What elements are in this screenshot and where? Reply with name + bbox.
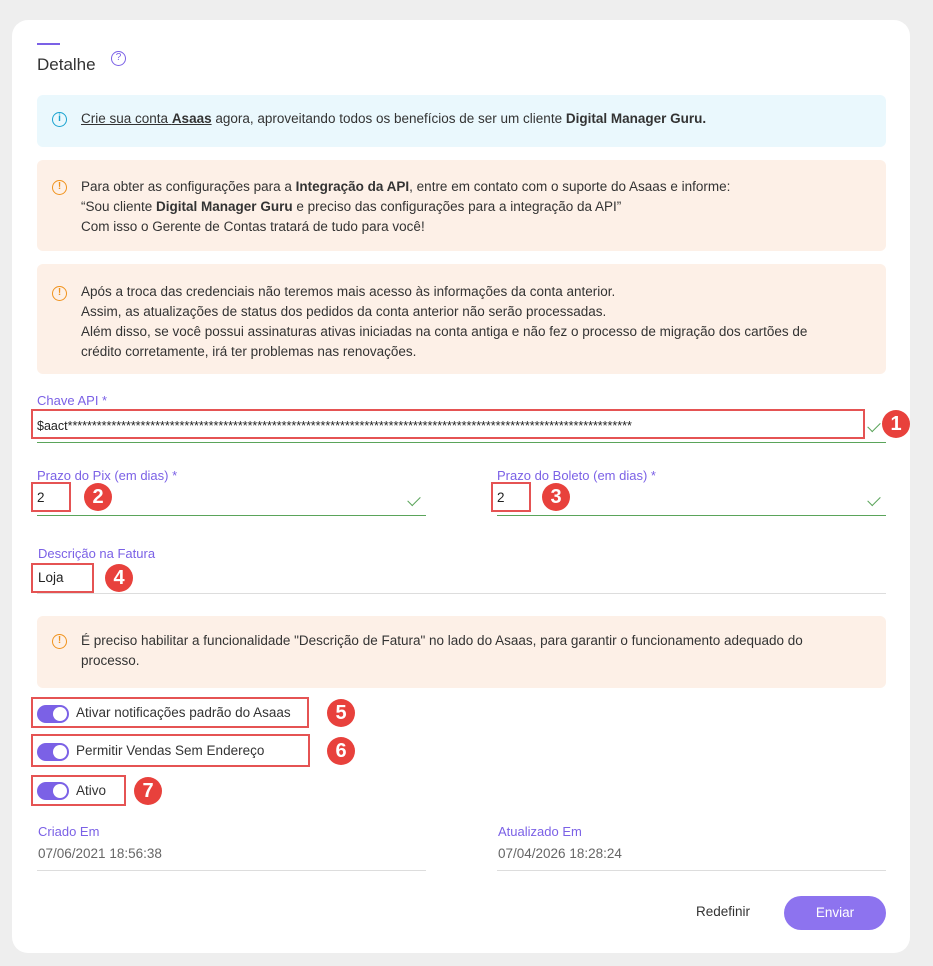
marker-badge: 4 [105, 564, 133, 592]
api-key-label: Chave API * [37, 393, 108, 408]
updated-label: Atualizado Em [498, 824, 582, 839]
highlight-box [31, 697, 309, 728]
invoice-desc-input[interactable]: Loja [38, 570, 64, 585]
question-circle-icon[interactable]: ? [111, 51, 126, 66]
active-toggle-label: Ativo [76, 783, 107, 798]
invoice-desc-underline [37, 593, 886, 594]
no-address-sales-toggle-label: Permitir Vendas Sem Endereço [76, 743, 265, 758]
highlight-box [31, 409, 865, 439]
info-alert: i Crie sua conta Asaas agora, aproveitando todos os benefícios de ser um cliente Digital Manager Guru. [37, 95, 886, 147]
boleto-days-underline [497, 515, 886, 516]
warning-icon: ! [52, 286, 67, 301]
updated-underline [497, 870, 886, 871]
marker-badge: 5 [327, 699, 355, 727]
api-key-underline [37, 442, 886, 443]
created-label: Criado Em [38, 824, 100, 839]
marker-badge: 7 [134, 777, 162, 805]
created-underline [37, 870, 426, 871]
highlight-box [31, 563, 94, 593]
pix-days-input[interactable]: 2 [37, 490, 45, 505]
warning-icon: ! [52, 634, 67, 649]
marker-badge: 1 [882, 410, 910, 438]
invoice-desc-label: Descrição na Fatura [38, 546, 156, 561]
invoice-desc-warning: ! É preciso habilitar a funcionalidade "Descrição de Fatura" no lado do Asaas, para garantir o funcionamento adequado do processo. [37, 616, 886, 688]
notifications-toggle-label: Ativar notificações padrão do Asaas [76, 705, 291, 720]
warning-icon: ! [52, 180, 67, 195]
highlight-box [31, 775, 126, 806]
marker-badge: 3 [542, 483, 570, 511]
highlight-box [31, 482, 71, 512]
pix-days-label: Prazo do Pix (em dias) * [37, 468, 178, 483]
info-icon: i [52, 112, 67, 127]
highlight-box [491, 482, 531, 512]
marker-badge: 2 [84, 483, 112, 511]
boleto-days-input[interactable]: 2 [497, 490, 505, 505]
api-key-input[interactable]: $aact******************************************************************************************************************** [37, 419, 632, 433]
credentials-warning: ! Após a troca das credenciais não teremos mais acesso às informações da conta anterior. Assim, as atualizações de status dos pedidos da conta anterior não serão processadas. Além disso, se você possui assinaturas ativas iniciadas na conta antiga e não fez o processo de migração dos cartões de crédito corretamente, irá ter problemas nas renovações. [37, 264, 886, 374]
updated-value: 07/04/2026 18:28:24 [498, 846, 622, 861]
page-title: Detalhe [37, 55, 96, 74]
reset-button[interactable]: Redefinir [696, 904, 751, 919]
tab-indicator [37, 43, 60, 45]
marker-badge: 6 [327, 737, 355, 765]
created-value: 07/06/2021 18:56:38 [38, 846, 162, 861]
submit-button[interactable]: Enviar [784, 896, 886, 930]
api-config-warning: ! Para obter as configurações para a Integração da API, entre em contato com o suporte do Asaas e informe: “Sou cliente Digital Manager Guru e preciso das configurações para a integração da API” Com isso o Gerente de Contas tratará de tudo para você! [37, 160, 886, 251]
highlight-box [31, 734, 310, 767]
boleto-days-label: Prazo do Boleto (em dias) * [497, 468, 656, 483]
pix-days-underline [37, 515, 426, 516]
create-account-link[interactable]: Crie sua conta Asaas [81, 111, 212, 126]
